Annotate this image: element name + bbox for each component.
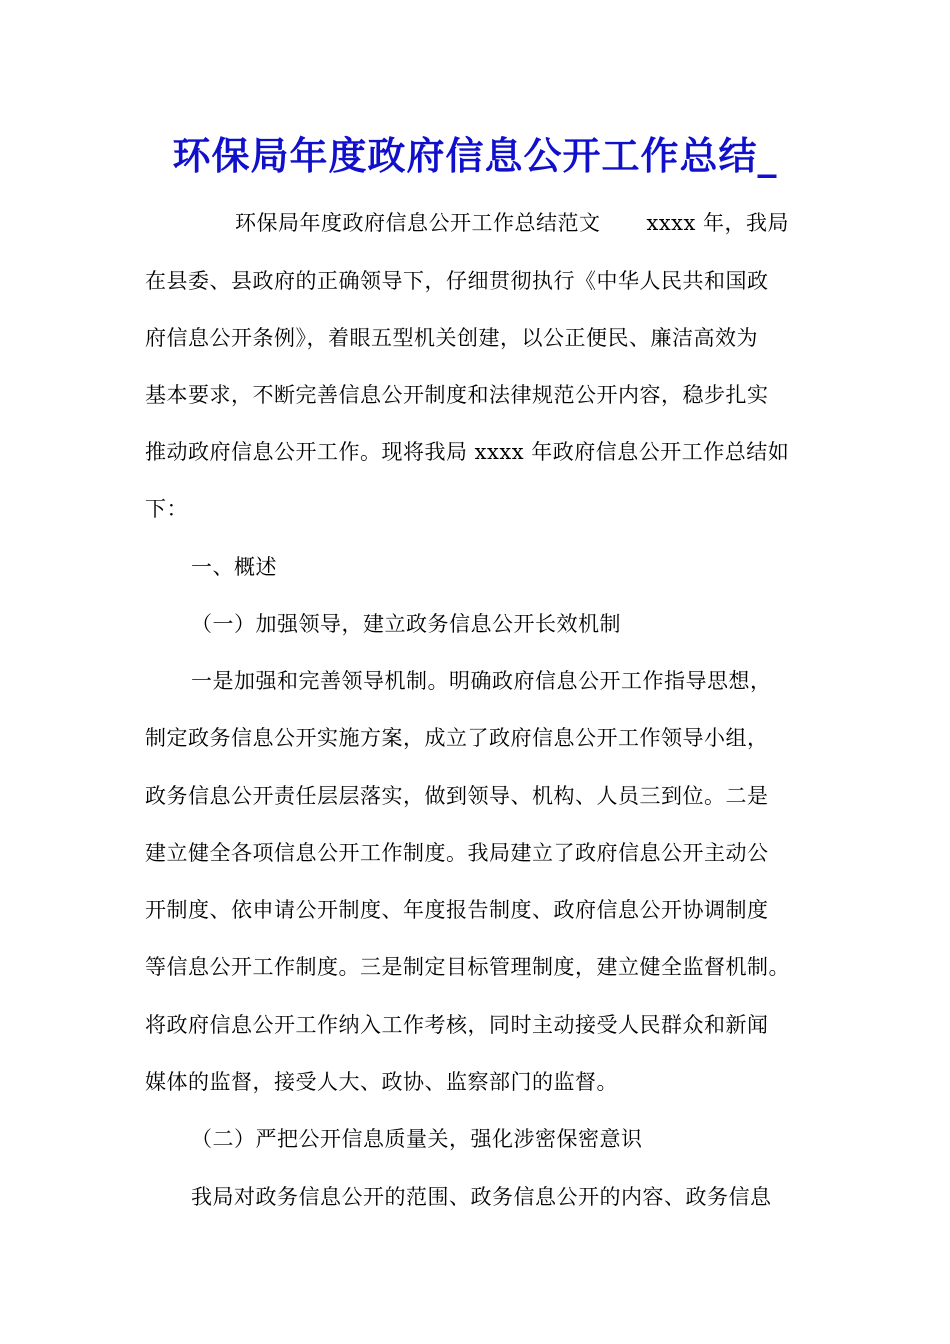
- intro-year-text: xxxx 年，我局: [646, 211, 790, 235]
- subsection-heading: （一）加强领导，建立政务信息公开长效机制: [191, 612, 621, 636]
- body-line: 一是加强和完善领导机制。明确政府信息公开工作指导思想，: [191, 669, 772, 693]
- body-line: 等信息公开工作制度。三是制定目标管理制度，建立健全监督机制。: [145, 955, 790, 979]
- body-line: 在县委、县政府的正确领导下，仔细贯彻执行《中华人民共和国政: [145, 269, 769, 293]
- body-line: 建立健全各项信息公开工作制度。我局建立了政府信息公开主动公: [145, 841, 769, 865]
- body-line: 政务信息公开责任层层落实，做到领导、机构、人员三到位。二是: [145, 784, 769, 808]
- body-line: 推动政府信息公开工作。现将我局 xxxx 年政府信息公开工作总结如: [145, 440, 790, 464]
- intro-line: [235, 208, 789, 238]
- body-line: 将政府信息公开工作纳入工作考核，同时主动接受人民群众和新闻: [145, 1013, 769, 1037]
- body-line: 我局对政务信息公开的范围、政务信息公开的内容、政务信息: [191, 1185, 772, 1209]
- body-line: 媒体的监督，接受人大、政协、监察部门的监督。: [145, 1070, 618, 1094]
- body-line: 开制度、依申请公开制度、年度报告制度、政府信息公开协调制度: [145, 898, 769, 922]
- body-line: 下：: [145, 497, 188, 521]
- body-line: 基本要求，不断完善信息公开制度和法律规范公开内容，稳步扎实: [145, 383, 769, 407]
- intro-title-text: 环保局年度政府信息公开工作总结范文: [235, 211, 601, 235]
- subsection-heading: （二）严把公开信息质量关，强化涉密保密意识: [191, 1127, 643, 1151]
- section-heading: 一、概述: [191, 555, 277, 579]
- body-line: 制定政务信息公开实施方案，成立了政府信息公开工作领导小组，: [145, 726, 769, 750]
- document-title: 环保局年度政府信息公开工作总结_: [172, 133, 778, 178]
- body-line: 府信息公开条例》，着眼五型机关创建，以公正便民、廉洁高效为: [145, 326, 758, 350]
